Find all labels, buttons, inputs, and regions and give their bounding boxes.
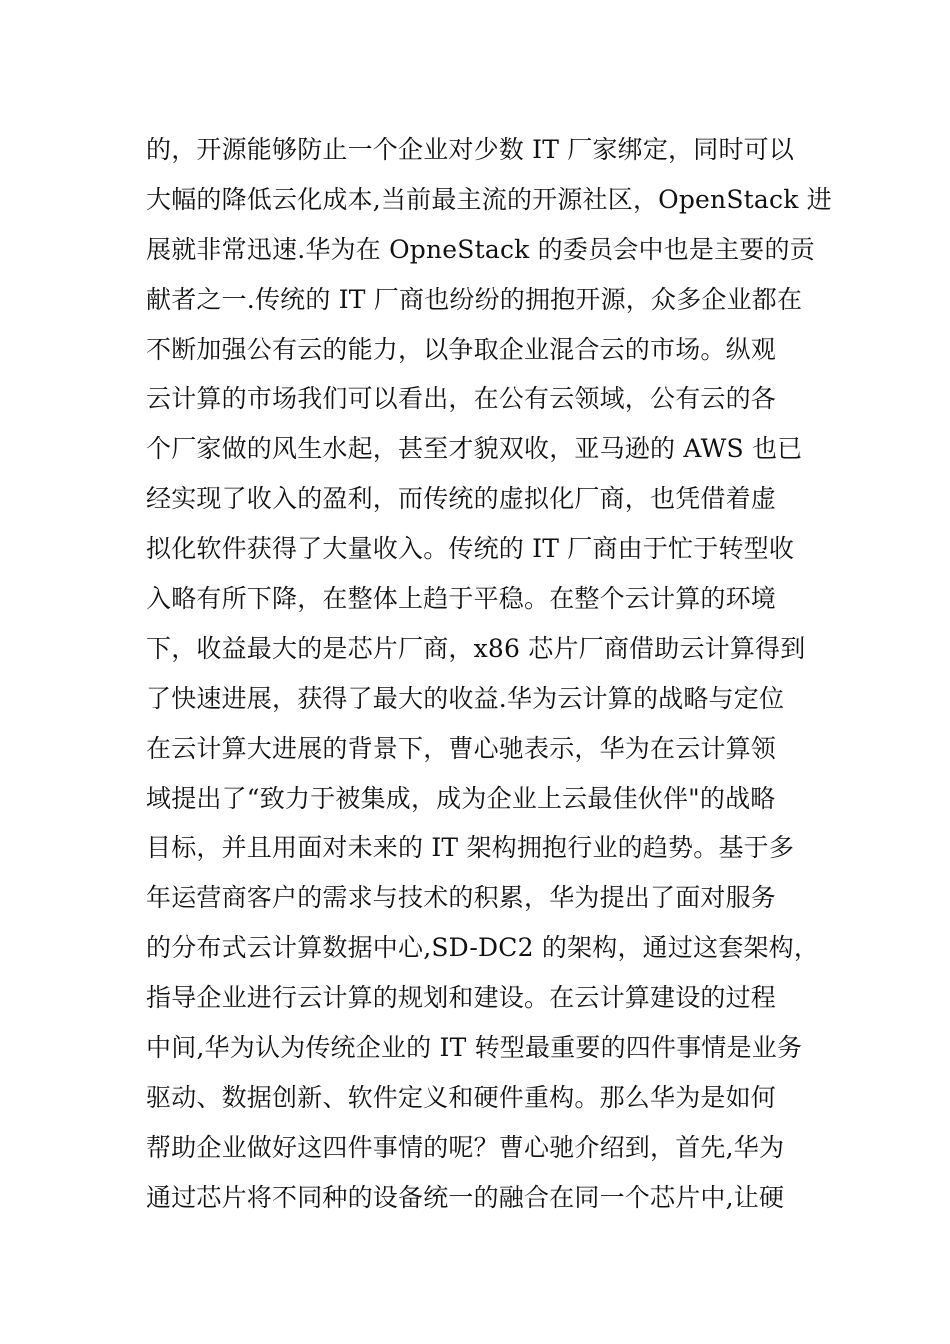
text-line: 驱动、数据创新、软件定义和硬件重构。那么华为是如何 [146, 1082, 777, 1112]
text-line: 年运营商客户的需求与技术的积累，华为提出了面对服务 [146, 883, 777, 913]
text-line: 在云计算大进展的背景下，曹心驰表示，华为在云计算领 [146, 733, 777, 763]
text-line: 通过芯片将不同种的设备统一的融合在同一个芯片中,让硬 [146, 1182, 785, 1212]
text-line: 个厂家做的风生水起，甚至才貌双收，亚马逊的 AWS 也已 [146, 434, 803, 464]
text-line: 帮助企业做好这四件事情的呢？曹心驰介绍到，首先,华为 [146, 1132, 785, 1162]
text-line: 入略有所下降，在整体上趋于平稳。在整个云计算的环境 [146, 584, 777, 614]
text-line: 大幅的降低云化成本,当前最主流的开源社区，OpenStack 进 [146, 184, 832, 214]
text-line: 不断加强公有云的能力，以争取企业混合云的市场。纵观 [146, 334, 777, 364]
text-line: 云计算的市场我们可以看出，在公有云领域，公有云的各 [146, 384, 777, 414]
text-line: 拟化软件获得了大量收入。传统的 IT 厂商由于忙于转型收 [146, 534, 795, 564]
text-line: 目标，并且用面对未来的 IT 架构拥抱行业的趋势。基于多 [146, 833, 795, 863]
text-line: 指导企业进行云计算的规划和建设。在云计算建设的过程 [146, 983, 777, 1013]
text-line: 献者之一.传统的 IT 厂商也纷纷的拥抱开源，众多企业都在 [146, 284, 803, 314]
text-line: 了快速进展，获得了最大的收益.华为云计算的战略与定位 [146, 683, 785, 713]
text-line: 域提出了“致力于被集成，成为企业上云最佳伙伴"的战略 [146, 783, 776, 813]
text-line: 的分布式云计算数据中心,SD-DC2 的架构，通过这套架构， [146, 933, 820, 963]
text-line: 经实现了收入的盈利，而传统的虚拟化厂商，也凭借着虚 [146, 484, 777, 514]
text-line: 展就非常迅速.华为在 OpneStack 的委员会中也是主要的贡 [146, 234, 815, 264]
text-line: 中间,华为认为传统企业的 IT 转型最重要的四件事情是业务 [146, 1033, 803, 1063]
text-line: 的，开源能够防止一个企业对少数 IT 厂家绑定，同时可以 [146, 135, 795, 164]
text-line: 下，收益最大的是芯片厂商，x86 芯片厂商借助云计算得到 [146, 633, 806, 663]
body-paragraph [146, 125, 832, 1223]
